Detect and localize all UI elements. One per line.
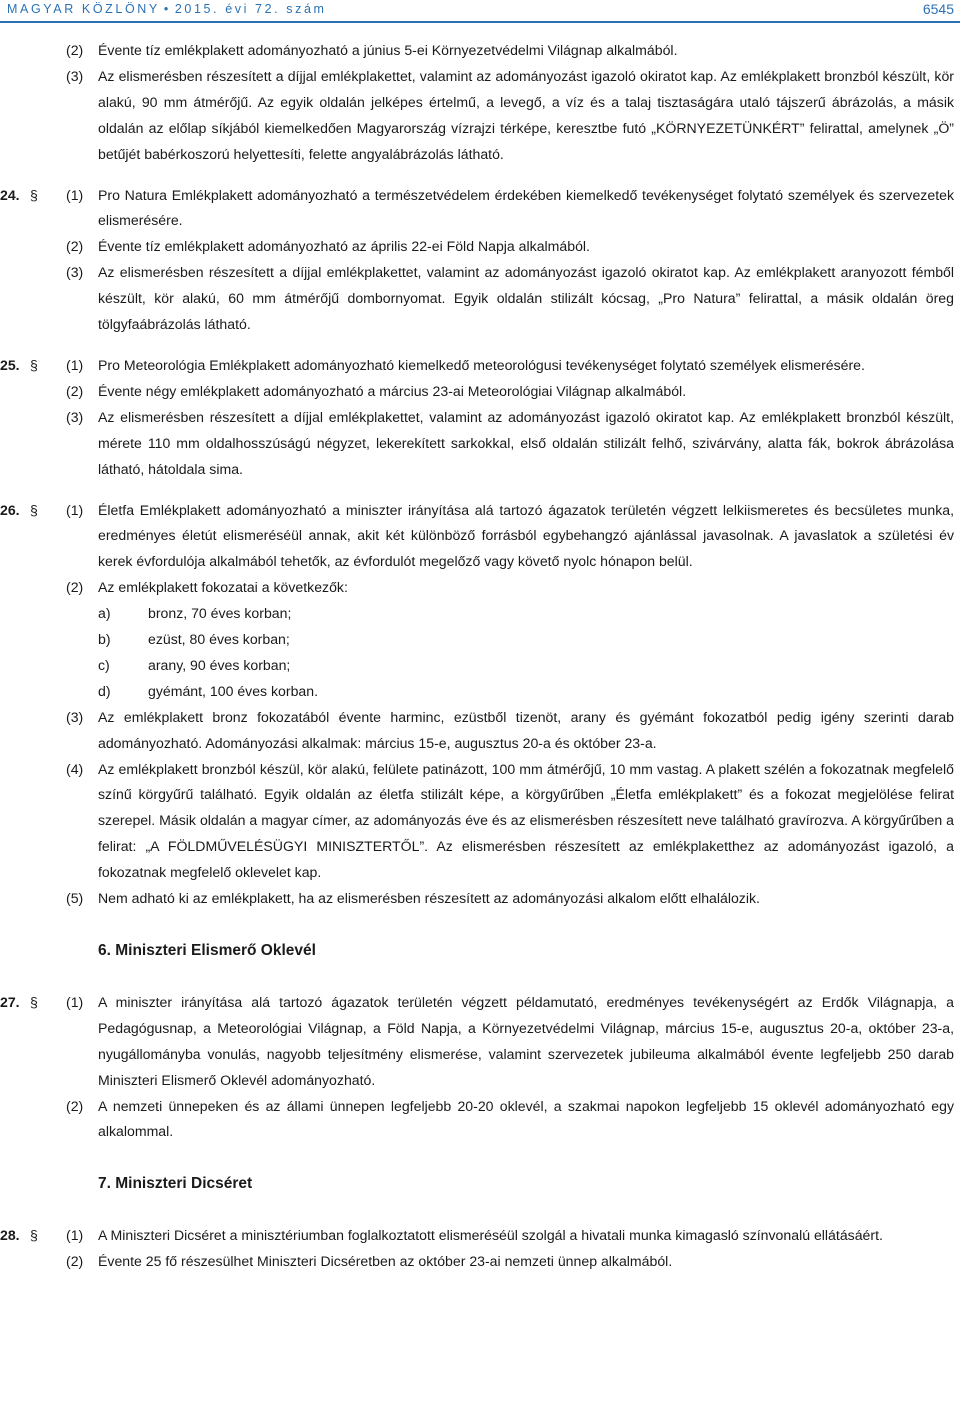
list-item-text: gyémánt, 100 éves korban. xyxy=(148,682,319,699)
running-header xyxy=(7,2,327,16)
paragraph-number: (4) xyxy=(66,760,84,777)
spacer xyxy=(0,1145,960,1171)
paragraph xyxy=(0,260,960,338)
section-sign: § xyxy=(30,186,38,203)
paragraph-text: A nemzeti ünnepeken és az állami ünnepen legfeljebb 20-20 oklevél, a szakmai napokon legfeljebb 15 oklevél adományozható egy alkalommal. xyxy=(98,1097,954,1140)
paragraph-text: Pro Meteorológia Emlékplakett adományozható kiemelkedő meteorológusi tevékenységet folytató személyek elismerésére. xyxy=(98,356,865,373)
header-separator: • xyxy=(163,2,171,16)
document-body xyxy=(0,38,960,1275)
paragraph-text: A miniszter irányítása alá tartozó ágazatok területén végzett példamutató, eredményes tevékenységért az Erdők Világnapja, a Pedagógusnap, a Meteorológiai Világnap, a Föld Napja, a Környezetvédelmi Világnap, március 15-e, augusztus 20-a, október 23-a, nyugállományba vonulás, nagyobb teljesítmény elismerése, valamint szervezetek jubileuma alkalmából évente legfeljebb 250 darab Miniszteri Elismerő Oklevél adományozható. xyxy=(98,993,954,1088)
paragraph-number: (2) xyxy=(66,579,84,596)
list-item-text: bronz, 70 éves korban; xyxy=(148,605,292,622)
paragraph-text: Az elismerésben részesített a díjjal emlékplakettet, valamint az adományozást igazoló okiratot kap. Az emlékplakett bronzból készült, mérete 110 mm oldalhosszúságú négyzet, lekerekített sarkokkal, első oldalán stilizált felhő, szivárvány, alatta fák, bokrok ábrázolása látható, hátoldala sima. xyxy=(98,408,954,477)
spacer xyxy=(0,1197,960,1223)
chapter-title: 6. Miniszteri Elismerő Oklevél xyxy=(98,942,316,959)
section-number: 27. xyxy=(0,993,20,1010)
journal-title: MAGYAR KÖZLÖNY xyxy=(7,2,160,16)
header-rule xyxy=(0,21,960,23)
spacer xyxy=(0,338,960,353)
paragraph-number: (1) xyxy=(66,356,84,373)
spacer xyxy=(0,168,960,183)
section-number: 24. xyxy=(0,186,20,203)
paragraph xyxy=(0,379,960,405)
paragraph-text: Az emlékplakett bronzból készül, kör alakú, felülete patinázott, 100 mm átmérőjű, 10 mm vastag. A plakett szélén a fokozatnak megfelelő színű körgyűrű található. Egyik oldalán az életfa stilizált képe, a körgyűrűben „Életfa emlékplakett” és a fokozat megjelölése felirat szerepel. Másik oldalán a magyar címer, az adományozás éve és az elismerésben részesített neve található gravírozva. A körgyűrűben a felirat: „A FÖLDMŰVELÉSÜGYI MINISZTERTŐL”. Az elismerésben részesített az emlékplaketthez az adományozást igazoló, a fokozatnak megfelelő oklevelet kap. xyxy=(98,760,954,881)
paragraph-text: Az elismerésben részesített a díjjal emlékplakettet, valamint az adományozást igazoló okiratot kap. Az emlékplakett aranyozott fémből készült, kör alakú, 60 mm átmérőjű dombornyomat. Egyik oldalán stilizált kócsag, „Pro Natura” felirattal, a másik oldalán öreg tölgyfaábrázolás látható. xyxy=(98,264,954,333)
paragraph-text: Életfa Emlékplakett adományozható a miniszter irányítása alá tartozó ágazatok területén végzett lelkiismeretes és becsületes munka, eredményes életút elismeréséül annak, akit két különböző forrásból egybehangzó ajánlással javasolnak. A javaslatok a születési év kerek évfordulója alkalmából tehetők, az évfordulót megelőző vagy követő nyolc hónapon belül. xyxy=(98,501,954,570)
list-item xyxy=(0,601,960,627)
paragraph xyxy=(0,575,960,601)
paragraph xyxy=(0,498,960,576)
paragraph xyxy=(0,757,960,887)
section-number: 26. xyxy=(0,501,20,518)
paragraph-number: (1) xyxy=(66,993,84,1010)
paragraph-text: Az emlékplakett fokozatai a következők: xyxy=(98,579,348,596)
paragraph-text: Évente tíz emlékplakett adományozható a június 5-ei Környezetvédelmi Világnap alkalmából. xyxy=(98,42,678,58)
section-number: 28. xyxy=(0,1227,20,1244)
list-item-label: a) xyxy=(98,605,111,622)
section-sign: § xyxy=(30,501,38,518)
spacer xyxy=(0,483,960,498)
paragraph xyxy=(0,886,960,912)
list-item xyxy=(0,679,960,705)
spacer xyxy=(0,912,960,938)
paragraph xyxy=(0,990,960,1094)
paragraph-text: Az elismerésben részesített a díjjal emlékplakettet, valamint az adományozást igazoló okiratot kap. Az emlékplakett bronzból készült, kör alakú, 90 mm átmérőjű. Az egyik oldalán jelképes értelmű, a levegő, a víz és a talaj tisztaságára utaló tájszerű ábrázolás, a másik oldalán az előlap síkjából kiemelkedően Magyarország vízrajzi térképe, keresztbe futó „KÖRNYEZETÜNKÉRT” felirattal, amelynek „Ö” betűjét babérkoszorú helyettesíti, felette angyalábrázolás látható. xyxy=(98,67,954,162)
list-item-text: ezüst, 80 éves korban; xyxy=(148,631,290,648)
spacer xyxy=(0,964,960,990)
page-header xyxy=(0,0,960,22)
paragraph xyxy=(0,405,960,483)
paragraph-number: (2) xyxy=(66,238,84,255)
paragraph-number: (1) xyxy=(66,1227,84,1244)
section-28 xyxy=(0,1223,960,1275)
paragraph-number: (1) xyxy=(66,186,84,203)
list-item-text: arany, 90 éves korban; xyxy=(148,656,291,673)
issue-label: 2015. évi 72. szám xyxy=(174,2,327,16)
section-sign: § xyxy=(30,356,38,373)
section-25 xyxy=(0,353,960,483)
list-item xyxy=(0,653,960,679)
paragraph-number: (3) xyxy=(66,408,84,425)
page-number: 6545 xyxy=(922,1,954,17)
section-number: 25. xyxy=(0,356,20,373)
section-27 xyxy=(0,990,960,1145)
paragraph-number: (2) xyxy=(66,1097,84,1114)
list-item-label: b) xyxy=(98,631,111,648)
paragraph-text: Évente 25 fő részesülhet Miniszteri Dicséretben az október 23-ai nemzeti ünnep alkalmából. xyxy=(98,1253,673,1270)
section-sign: § xyxy=(30,993,38,1010)
paragraph-text: Évente négy emlékplakett adományozható a március 23-ai Meteorológiai Világnap alkalmából. xyxy=(98,382,687,399)
paragraph xyxy=(0,1094,960,1146)
paragraph-number: (2) xyxy=(66,42,84,58)
paragraph-number: (1) xyxy=(66,501,84,518)
list-item xyxy=(0,627,960,653)
paragraph xyxy=(0,234,960,260)
paragraph xyxy=(0,38,960,64)
paragraph xyxy=(0,183,960,235)
paragraph-text: A Miniszteri Dicséret a minisztériumban foglalkoztatott elismeréséül szolgál a hivatali munka kimagasló színvonalú ellátásáért. xyxy=(98,1227,883,1244)
paragraph-number: (2) xyxy=(66,1253,84,1270)
section-26 xyxy=(0,498,960,913)
chapter-title: 7. Miniszteri Dicséret xyxy=(98,1175,253,1193)
paragraph-text: Pro Natura Emlékplakett adományozható a természetvédelem érdekében kiemelkedő tevékenységet folytató személyek és szervezetek elismerésére. xyxy=(98,186,954,229)
paragraph-number: (5) xyxy=(66,890,84,907)
section-24 xyxy=(0,183,960,338)
paragraph-number: (3) xyxy=(66,708,84,725)
paragraph-number: (3) xyxy=(66,264,84,281)
paragraph-text: Az emlékplakett bronz fokozatából évente harminc, ezüstből tizenöt, arany és gyémánt fokozatból pedig igény szerinti darab adományozható. Adományozási alkalmak: március 15-e, augusztus 20-a és október 23-a. xyxy=(98,708,954,751)
paragraph xyxy=(0,64,960,168)
paragraph xyxy=(0,705,960,757)
section-23-continued xyxy=(0,38,960,168)
list-item-label: c) xyxy=(98,656,110,673)
paragraph xyxy=(0,1249,960,1275)
paragraph xyxy=(0,353,960,379)
paragraph-number: (3) xyxy=(66,67,84,84)
paragraph xyxy=(0,1223,960,1249)
list-item-label: d) xyxy=(98,682,111,699)
paragraph-text: Évente tíz emlékplakett adományozható az április 22-ei Föld Napja alkalmából. xyxy=(98,238,590,255)
paragraph-number: (2) xyxy=(66,382,84,399)
paragraph-text: Nem adható ki az emlékplakett, ha az elismerésben részesített az adományozási alkalom előtt elhalálozik. xyxy=(98,890,760,907)
section-sign: § xyxy=(30,1227,38,1244)
